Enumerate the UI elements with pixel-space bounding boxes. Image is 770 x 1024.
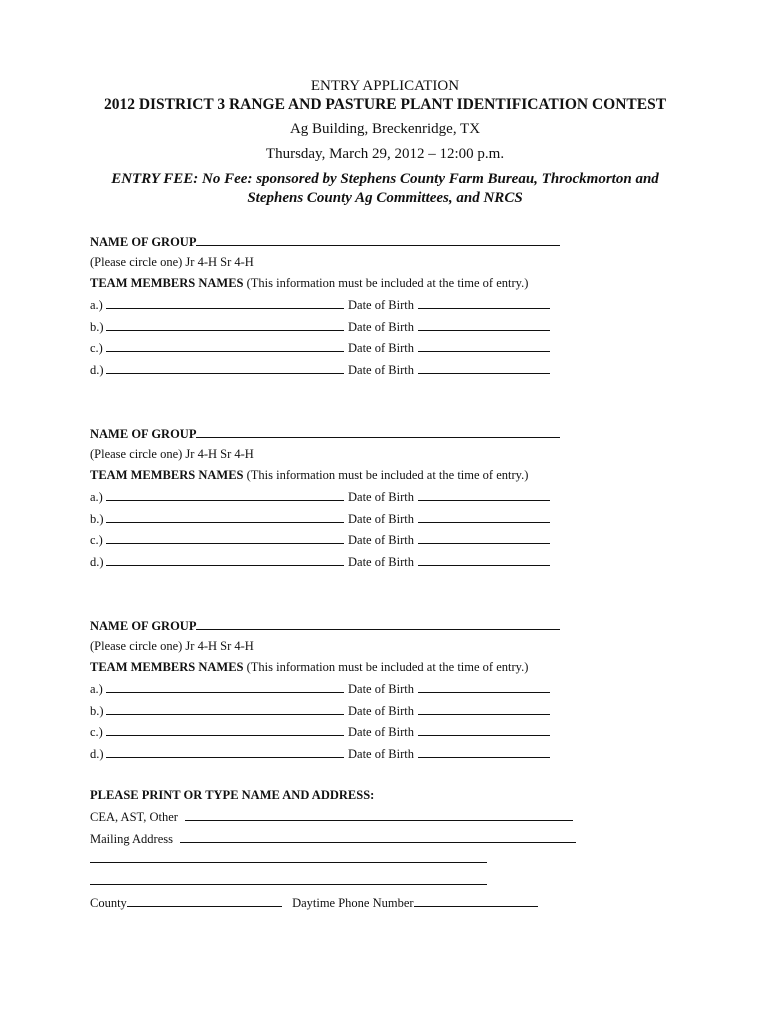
location: Ag Building, Breckenridge, TX (289, 121, 481, 137)
mailing-label: Mailing Address (90, 832, 173, 846)
member-letter: d.) (90, 554, 104, 569)
dob-field[interactable] (418, 297, 550, 309)
member-name-field[interactable] (106, 681, 344, 693)
member-row (90, 746, 550, 761)
member-name-field[interactable] (106, 724, 344, 736)
team-members-heading (90, 660, 528, 674)
dob-field[interactable] (418, 340, 550, 352)
team-members-label: TEAM MEMBERS NAMES (90, 276, 244, 290)
cea-field[interactable] (185, 809, 573, 821)
circle-division[interactable]: (Please circle one) Jr 4-H Sr 4-H (90, 639, 254, 653)
dob-field[interactable] (418, 724, 550, 736)
dob-label: Date of Birth (348, 554, 414, 569)
member-letter: c.) (90, 533, 103, 547)
dob-field[interactable] (418, 362, 550, 374)
member-name-field[interactable] (106, 746, 344, 758)
contest-title: 2012 DISTRICT 3 RANGE AND PASTURE PLANT IDENTIFICATION CONTEST (103, 96, 667, 113)
member-row (90, 362, 550, 377)
dob-label: Date of Birth (348, 725, 414, 739)
date-time: Thursday, March 29, 2012 – 12:00 p.m. (265, 146, 505, 162)
member-name-field[interactable] (106, 532, 344, 544)
dob-field[interactable] (418, 319, 550, 331)
team-members-label: TEAM MEMBERS NAMES (90, 660, 244, 674)
team-members-heading (90, 468, 528, 482)
member-letter: c.) (90, 341, 103, 355)
mailing-address-line-3[interactable] (90, 884, 487, 885)
group-name-row (90, 426, 560, 441)
dob-field[interactable] (418, 746, 550, 758)
member-letter: c.) (90, 725, 103, 739)
member-name-field[interactable] (106, 489, 344, 501)
member-letter: a.) (90, 490, 103, 504)
team-members-note: (This information must be included at the time of entry.) (243, 276, 529, 290)
team-members-heading (90, 276, 528, 290)
dob-label: Date of Birth (348, 362, 414, 377)
member-row (90, 511, 550, 526)
contact-heading: PLEASE PRINT OR TYPE NAME AND ADDRESS: (90, 788, 375, 802)
county-phone-row (90, 895, 538, 910)
group-name-field[interactable] (196, 234, 560, 246)
dob-field[interactable] (418, 703, 550, 715)
entry-fee-line-2: Stephens County Ag Committees, and NRCS (247, 190, 523, 206)
team-members-label: TEAM MEMBERS NAMES (90, 468, 244, 482)
phone-label: Daytime Phone Number (292, 896, 414, 910)
member-letter: b.) (90, 703, 104, 718)
group-name-row (90, 234, 560, 249)
member-row (90, 724, 550, 739)
mailing-address-line-2[interactable] (90, 862, 487, 863)
group-name-label: NAME OF GROUP (90, 235, 197, 249)
dob-field[interactable] (418, 681, 550, 693)
group-name-label: NAME OF GROUP (90, 427, 197, 441)
circle-division[interactable]: (Please circle one) Jr 4-H Sr 4-H (90, 447, 254, 461)
member-name-field[interactable] (106, 703, 344, 715)
member-row (90, 703, 550, 718)
member-letter: d.) (90, 746, 104, 761)
county-field[interactable] (127, 895, 282, 907)
entry-fee-line-1: ENTRY FEE: No Fee: sponsored by Stephens County Farm Bureau, Throckmorton and (111, 171, 659, 187)
member-letter: b.) (90, 511, 104, 526)
member-name-field[interactable] (106, 297, 344, 309)
entry-fee-note (0, 170, 770, 208)
dob-label: Date of Birth (348, 703, 414, 718)
phone-field[interactable] (414, 895, 538, 907)
member-name-field[interactable] (106, 554, 344, 566)
dob-label: Date of Birth (348, 682, 414, 696)
dob-field[interactable] (418, 554, 550, 566)
member-name-field[interactable] (106, 319, 344, 331)
member-row (90, 532, 550, 547)
dob-label: Date of Birth (348, 746, 414, 761)
cea-label: CEA, AST, Other (90, 810, 178, 824)
team-members-note: (This information must be included at the time of entry.) (243, 468, 529, 482)
circle-division[interactable]: (Please circle one) Jr 4-H Sr 4-H (90, 255, 254, 269)
mailing-address-field[interactable] (180, 831, 576, 843)
dob-field[interactable] (418, 489, 550, 501)
form-title: ENTRY APPLICATION (310, 78, 460, 94)
dob-label: Date of Birth (348, 490, 414, 504)
dob-label: Date of Birth (348, 298, 414, 312)
member-letter: d.) (90, 362, 104, 377)
cea-row (90, 809, 573, 824)
dob-field[interactable] (418, 532, 550, 544)
dob-field[interactable] (418, 511, 550, 523)
county-label: County (90, 896, 127, 910)
dob-label: Date of Birth (348, 319, 414, 334)
member-letter: a.) (90, 298, 103, 312)
member-row (90, 340, 550, 355)
mailing-row (90, 831, 576, 846)
member-row (90, 554, 550, 569)
group-name-field[interactable] (196, 618, 560, 630)
member-name-field[interactable] (106, 362, 344, 374)
member-letter: b.) (90, 319, 104, 334)
member-row (90, 681, 550, 696)
team-members-note: (This information must be included at the time of entry.) (243, 660, 529, 674)
member-row (90, 297, 550, 312)
dob-label: Date of Birth (348, 341, 414, 355)
member-name-field[interactable] (106, 511, 344, 523)
group-name-field[interactable] (196, 426, 560, 438)
member-name-field[interactable] (106, 340, 344, 352)
member-letter: a.) (90, 682, 103, 696)
member-row (90, 489, 550, 504)
group-name-label: NAME OF GROUP (90, 619, 197, 633)
dob-label: Date of Birth (348, 533, 414, 547)
dob-label: Date of Birth (348, 511, 414, 526)
group-name-row (90, 618, 560, 633)
member-row (90, 319, 550, 334)
